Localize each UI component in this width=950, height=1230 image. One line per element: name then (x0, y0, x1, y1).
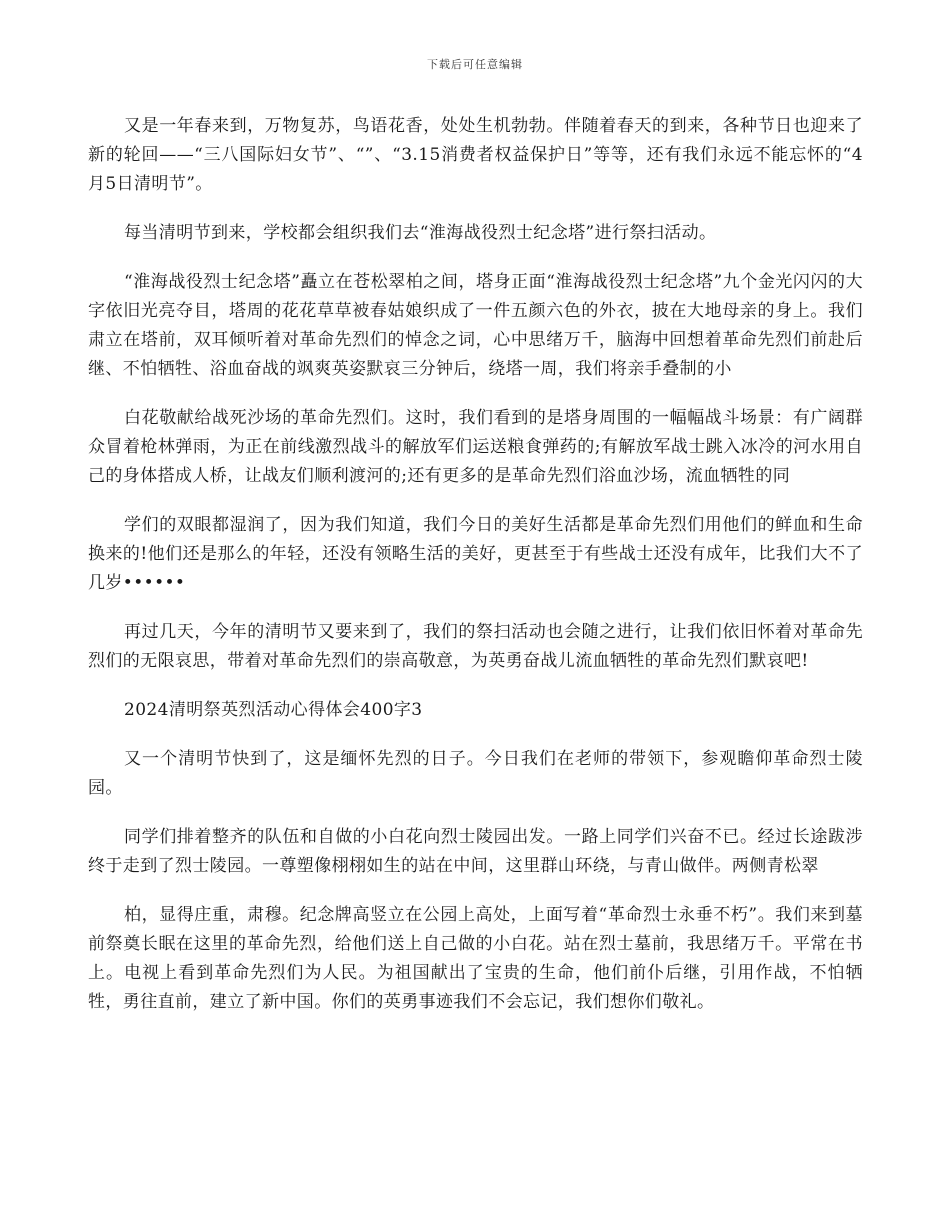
paragraph-tribute: 柏，显得庄重，肃穆。纪念牌高竖立在公园上高处，上面写着“革命烈士永垂不朽”。我们来到墓前祭奠长眠在这里的革命先烈，给他们送上自己做的小白花。站在烈士墓前，我思绪万千。平常在书上。电视上看到革命先烈们为人民。为祖国献出了宝贵的生命，他们前仆后继，引用作战，不怕牺牲，勇往直前，建立了新中国。你们的英勇事迹我们不会忘记，我们想你们敬礼。 (88, 905, 863, 1012)
paragraph-school-activity: 每当清明节到来，学校都会组织我们去“淮海战役烈士纪念塔”进行祭扫活动。 (124, 223, 717, 243)
paragraph-upcoming-qingming: 再过几天，今年的清明节又要来到了，我们的祭扫活动也会随之进行，让我们依旧怀着对革命先烈们的无限哀思，带着对革命先烈们的崇高敬意，为英勇奋战儿流血牺牲的革命先烈们默哀吧! (88, 622, 863, 671)
paragraph-spring-festivals: 又是一年春来到，万物复苏，鸟语花香，处处生机勃勃。伴随着春天的到来，各种节日也迎来了新的轮回——“三八国际妇女节”、“”、“3.15消费者权益保护日”等等，还有我们永远不能忘怀的“4月5日清明节”。 (88, 116, 863, 194)
paragraph-memorial-tower: “淮海战役烈士纪念塔”矗立在苍松翠柏之间，塔身正面“淮海战役烈士纪念塔”九个金光闪闪的大字依旧光亮夺目，塔周的花花草草被春姑娘织成了一件五颜六色的外衣，披在大地母亲的身上。我们肃立在塔前，双耳倾听着对革命先烈们的悼念之词，心中思绪万千，脑海中回想着革命先烈们前赴后继、不怕牺牲、浴血奋战的飒爽英姿默哀三分钟后，绕塔一周，我们将亲手叠制的小 (88, 272, 863, 379)
section-heading: 2024清明祭英烈活动心得体会400字3 (124, 700, 423, 720)
paragraph-cemetery-visit: 又一个清明节快到了，这是缅怀先烈的日子。今日我们在老师的带领下，参观瞻仰革命烈士陵园。 (88, 749, 863, 798)
page-header-note: 下载后可任意编辑 (427, 58, 523, 71)
paragraph-battle-scenes: 白花敬献给战死沙场的革命先烈们。这时，我们看到的是塔身周围的一幅幅战斗场景：有广阔群众冒着枪林弹雨，为正在前线激烈战斗的解放军们运送粮食弹药的;有解放军战士跳入冰冷的河水用自己的身体搭成人桥，让战友们顺利渡河的;还有更多的是革命先烈们浴血沙场，流血牺牲的同 (88, 408, 863, 486)
document-body (88, 112, 863, 1037)
paragraph-gratitude: 学们的双眼都湿润了，因为我们知道，我们今日的美好生活都是革命先烈们用他们的鲜血和生命换来的!他们还是那么的年轻，还没有领略生活的美好，更甚至于有些战士还没有成年，比我们大不了几岁•••••• (88, 515, 863, 593)
paragraph-march-to-cemetery: 同学们排着整齐的队伍和自做的小白花向烈士陵园出发。一路上同学们兴奋不已。经过长途跋涉终于走到了烈士陵园。一尊塑像栩栩如生的站在中间，这里群山环绕，与青山做伴。两侧青松翠 (88, 827, 863, 876)
